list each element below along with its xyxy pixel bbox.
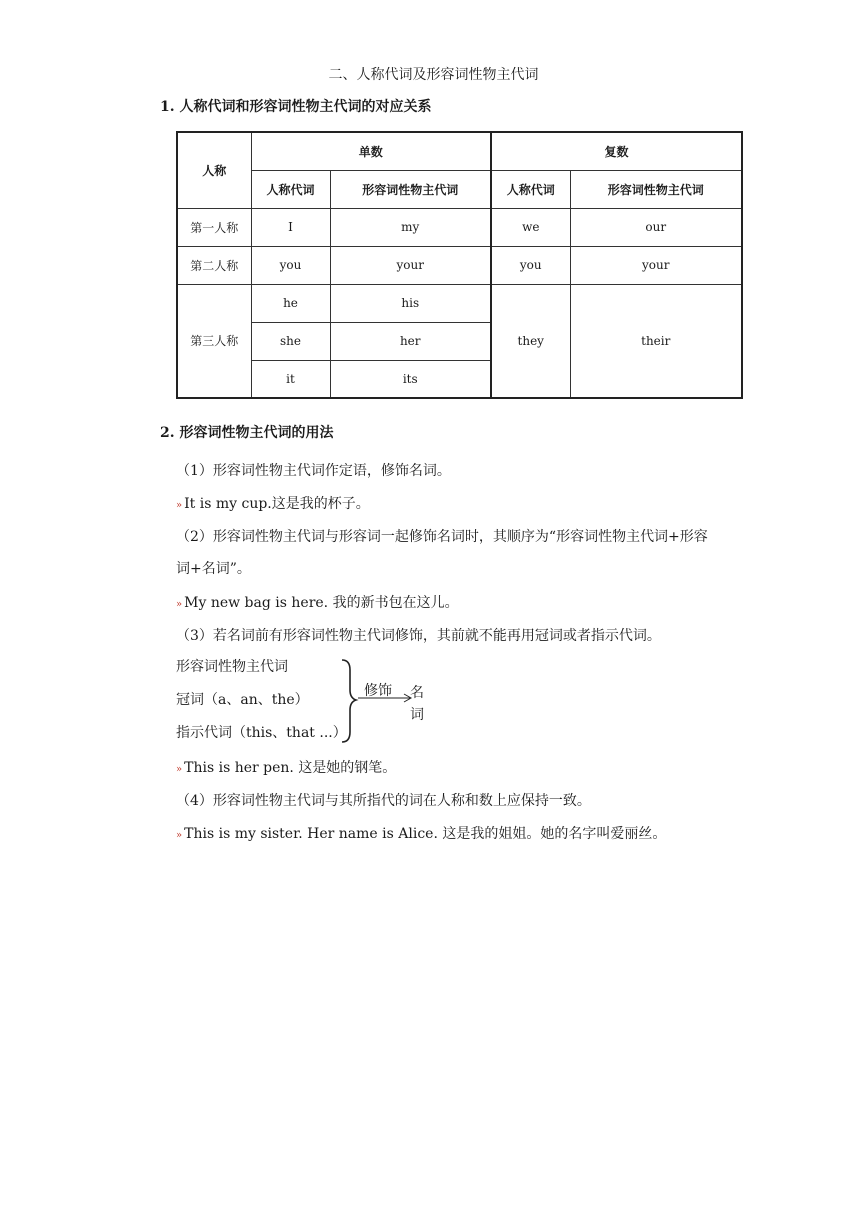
diagram-target: 词 [410,707,424,723]
example-2 [176,592,459,612]
header-plural: 复数 [491,132,742,170]
rule-1: （1）形容词性物主代词作定语，修饰名词。 [176,463,451,479]
cell-person: 第三人称 [177,284,251,398]
cell-pl-possessive: your [570,246,742,284]
cell-sg-possessive: his [330,284,491,322]
cell-sg-possessive: her [330,322,491,360]
example-text: My new bag is here. 我的新书包在这儿。 [184,595,459,611]
section-1-heading: 1. 人称代词和形容词性物主代词的对应关系 [160,99,432,115]
rule-2-line-2: 词+名词”。 [176,561,251,577]
cell-sg-personal: it [251,360,330,398]
rule-2-line-1: （2）形容词性物主代词与形容词一起修饰名词时，其顺序为“形容词性物主代词+形容 [176,529,708,545]
example-marker: » [176,764,183,775]
example-text: This is her pen. 这是她的钢笔。 [184,760,397,776]
cell-sg-personal: I [251,208,330,246]
cell-sg-possessive: your [330,246,491,284]
example-4 [176,823,666,843]
cell-sg-personal: you [251,246,330,284]
example-marker: » [176,500,183,511]
brace-arrow-graphic [336,656,416,746]
table-row [177,246,742,284]
page-title: 二、人称代词及形容词性物主代词 [328,67,539,83]
header-person: 人称 [177,132,251,208]
cell-sg-personal: she [251,322,330,360]
header-sg-personal: 人称代词 [251,170,330,208]
diagram-item: 形容词性物主代词 [176,659,288,675]
diagram-target: 名 [410,685,424,701]
curly-brace-icon [342,660,356,742]
cell-pl-possessive: their [570,284,742,398]
example-text: It is my cup.这是我的杯子。 [184,496,370,512]
rule-4: （4）形容词性物主代词与其所指代的词在人称和数上应保持一致。 [176,793,591,809]
example-text: This is my sister. Her name is Alice. 这是我的姐姐。她的名字叫爱丽丝。 [184,826,667,842]
diagram-item: 指示代词（this、that ...） [176,725,347,741]
section-2-heading: 2. 形容词性物主代词的用法 [160,425,334,441]
cell-pl-personal: you [491,246,570,284]
cell-person: 第二人称 [177,246,251,284]
header-pl-personal: 人称代词 [491,170,570,208]
diagram-item: 冠词（a、an、the） [176,692,309,708]
table-row [177,284,742,322]
modifier-diagram [176,656,476,746]
cell-pl-personal: we [491,208,570,246]
cell-sg-possessive: my [330,208,491,246]
example-marker: » [176,599,183,610]
cell-sg-possessive: its [330,360,491,398]
example-3 [176,757,396,777]
example-1 [176,493,370,513]
header-sg-possessive: 形容词性物主代词 [330,170,491,208]
rule-3: （3）若名词前有形容词性物主代词修饰，其前就不能再用冠词或者指示代词。 [176,628,661,644]
header-pl-possessive: 形容词性物主代词 [570,170,742,208]
example-marker: » [176,830,183,841]
arrow-label: 修饰 [364,683,392,699]
table-row [177,208,742,246]
header-singular: 单数 [251,132,491,170]
cell-pl-possessive: our [570,208,742,246]
cell-pl-personal: they [491,284,570,398]
cell-sg-personal: he [251,284,330,322]
pronoun-table [176,131,743,399]
cell-person: 第一人称 [177,208,251,246]
